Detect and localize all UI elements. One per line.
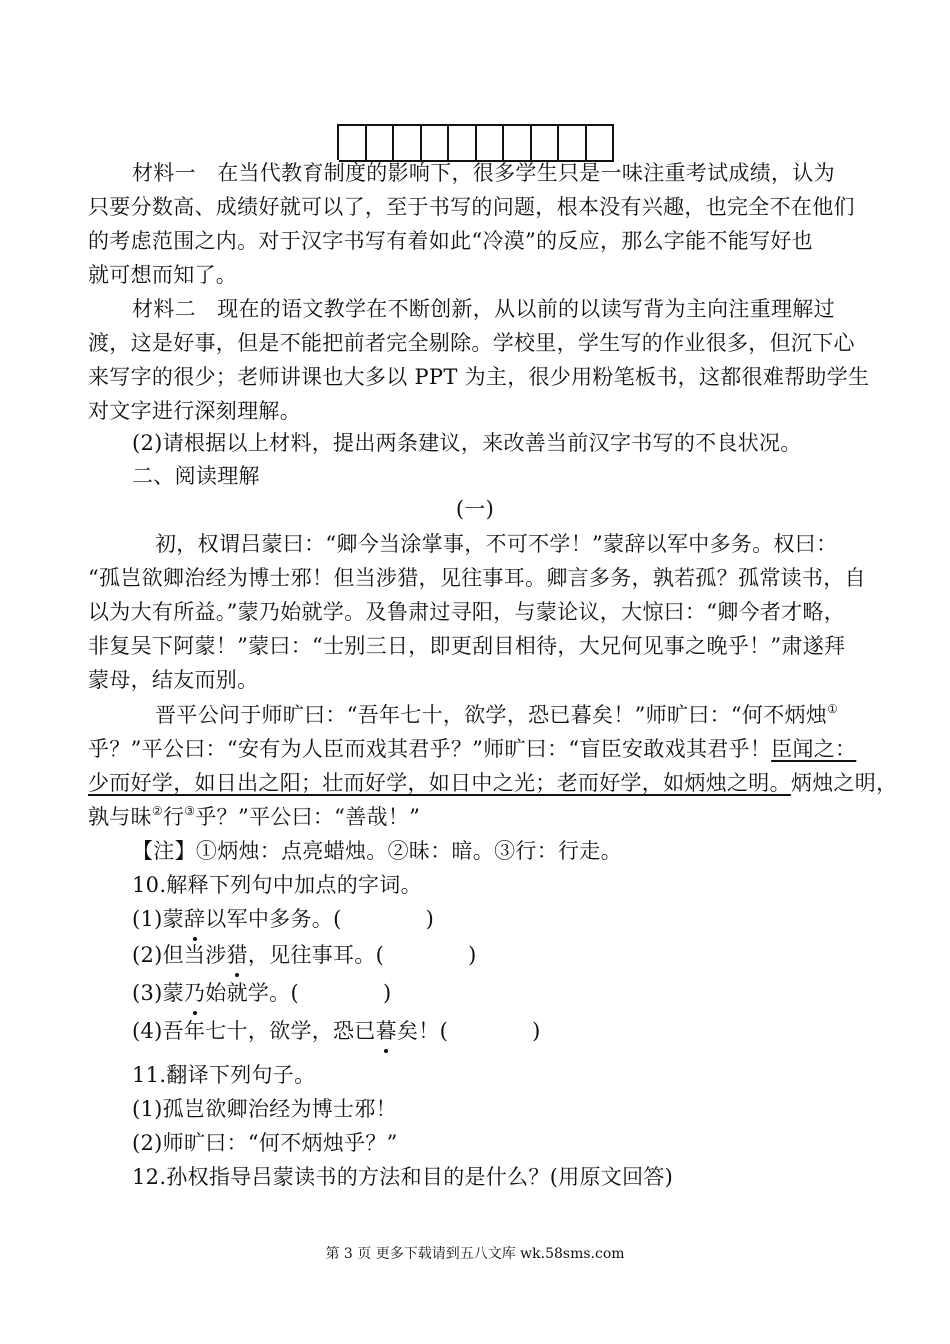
material1-line: 的考虑范围之内。对于汉字书写有着如此“冷漠”的反应，那么字能不能写好也 [88,229,813,253]
item-text: ) [468,943,477,967]
passage2-line [88,732,878,766]
material1-line: 只要分数高、成绩好就可以了，至于书写的问题，根本没有兴趣，也完全不在他们 [88,195,855,219]
passage2-line [88,800,878,834]
question-10-item [132,976,922,1010]
question-10-item [132,938,922,972]
item-text: 始就学。( [205,981,299,1005]
passage2-line [155,698,945,732]
passage1-line: “孤岂欲卿治经为博士邪！但当涉猎，见往事耳。卿言多务，孰若孤？孤常读书，自 [88,566,866,590]
annotation-note: 【注】①炳烛：点亮蜡烛。②昧：暗。③行：行走。 [132,839,622,863]
item-text: (1)蒙 [132,907,184,931]
material2-line: 来写字的很少；老师讲课也大多以 PPT 为主，很少用粉笔板书，这都很难帮助学生 [88,365,870,389]
question-10-item [132,1014,922,1048]
footnote-ref-1: ① [827,702,839,716]
section-2-title: 二、阅读理解 [132,464,260,488]
item-text: 以军中多务。( [205,907,342,931]
passage2-text: 炳烛之明， [790,771,898,795]
underlined-sentence: 臣闻之： [771,737,857,761]
question-10-item [132,902,922,936]
passage1-line: 初，权谓吕蒙曰：“卿今当涂掌事，不可不学！”蒙辞以军中多务。权曰： [155,532,838,556]
passage2-text: 乎？”平公曰：“安有为人臣而戏其君乎？”师旷曰：“盲臣安敢戏其君乎！ [88,737,772,761]
item-text: (2)但当涉 [132,943,227,967]
dotted-word: 辞 [184,902,205,936]
footnote-ref-3: ③ [184,804,196,818]
dotted-word: 乃 [184,976,205,1010]
item-text: (3)蒙 [132,981,184,1005]
dotted-word: 暮 [376,1014,397,1048]
passage2-text: 行 [162,805,185,829]
passage2-text: 乎？”平公曰：“善哉！” [195,805,421,829]
question-11-item: (1)孤岂欲卿治经为博士邪！ [132,1097,397,1121]
question-10-title: 10.解释下列句中加点的字词。 [132,873,422,897]
answer-grid-boxes [337,124,614,160]
item-text: ，见往事耳。( [247,943,385,967]
material2-line: 渡，这是好事，但是不能把前者完全剔除。学校里，学生写的作业很多，但沉下心 [88,331,855,355]
item-text: 矣！( [396,1019,449,1043]
dotted-word: 猎 [227,938,248,972]
question-2: (2)请根据以上材料，提出两条建议，来改善当前汉字书写的不良状况。 [132,431,802,455]
item-text: ) [532,1019,541,1043]
item-text: (4)吾年七十，欲学，恐已 [132,1019,376,1043]
footnote-ref-2: ② [151,804,163,818]
page-footer: 第 3 页 更多下载请到五八文库 wk.58sms.com [325,1246,625,1262]
passage2-line [88,766,898,800]
question-11-item: (2)师旷曰：“何不炳烛乎？” [132,1131,398,1155]
material2-line: 材料二 现在的语文教学在不断创新，从以前的以读写背为主向注重理解过 [132,297,835,321]
passage1-line: 蒙母，结友而别。 [88,668,259,692]
material1-line: 材料一 在当代教育制度的影响下，很多学生只是一味注重考试成绩，认为 [132,161,835,185]
passage2-text: 晋平公问于师旷曰：“吾年七十，欲学，恐已暮矣！”师旷曰：“何不炳烛 [155,703,828,727]
underlined-sentence: 少而好学，如日出之阳；壮而好学，如日中之光；老而好学，如炳烛之明。 [88,771,791,795]
question-11-title: 11.翻译下列句子。 [132,1063,316,1087]
passage1-line: 以为大有所益。”蒙乃始就学。及鲁肃过寻阳，与蒙论议，大惊曰：“卿今者才略， [88,600,846,624]
item-text: ) [425,907,435,931]
material2-line: 对文字进行深刻理解。 [88,399,301,423]
question-12: 12.孙权指导吕蒙读书的方法和目的是什么？(用原文回答) [132,1165,674,1189]
item-text: ) [382,981,392,1005]
passage1-line: 非复吴下阿蒙！”蒙曰：“士别三日，即更刮目相待，大兄何见事之晚乎！”肃遂拜 [88,634,846,658]
passage2-text: 孰与昧 [88,805,152,829]
material1-line: 就可想而知了。 [88,263,238,287]
part-1-title: (一) [455,497,495,521]
